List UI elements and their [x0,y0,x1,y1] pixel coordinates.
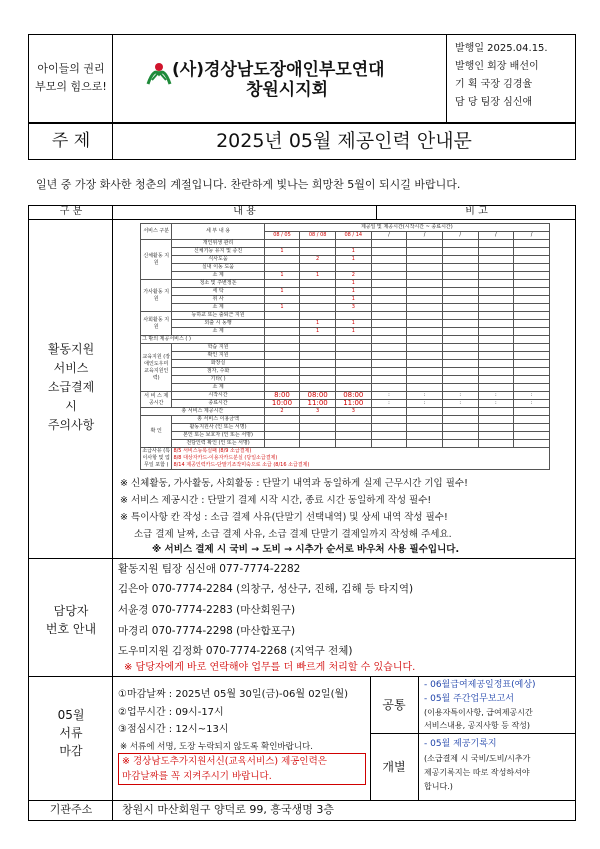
contact-line: 도우미지원 김정화 070-7774-2268 (지역구 전체) [118,645,353,657]
form-reason: 8/14 제공인력카드-단말기조작미숙으로 소급 (8/16 소급결제) [173,462,310,468]
form-row-label: 본인 또는 보호자 (인 또는 서명) [172,432,264,440]
form-other-row: 그 밖의 제공서비스 ( ) [141,336,265,344]
form-row-label: 화장실 [172,360,264,368]
form-time-label: 서 비 스 제공시간 [141,392,172,408]
contact-line: 활동지원 팀장 심신애 077-7774-2282 [118,563,301,575]
deadline-item-3: ③점심시간 : 12시~13시 [118,724,229,735]
form-date: / [514,232,550,240]
deadline-col-divider-a [370,676,371,800]
activity-note-5: ※ 서비스 결제 시 국비 → 도비 → 시추가 순서로 바우처 사용 필수입니다. [152,544,460,555]
deadline-label [30,706,112,760]
contacts-divider [28,676,576,677]
form-date: / [478,232,514,240]
record-form: 서비스 구분 세 부 내 용 제공일 및 제공시간(시작시간 ~ 종료시간) 08 / 05 08 / 08 08 / 14 / / / / / 신체활동 지원 개인위생 관리 신체기능 유지 및 증진 1 1 식사도움 2 1 실내 이동 도움 소 계 1 1 2 가사활동 지원 청소 및 주변정돈 1 세 탁 1 1 취 사 1 소 계 1 3 사회활동 지원 등하교 또는 출퇴근 지원 외출 시 동행 1 1 소 계 1 1 그 밖의 제공서비스 ( ) 교육지원 (장애인도우미 교육지원인력) 학습 지원 확인 지원 화장실 점자, 수화 기타( ) 소 계 서 비 스 제공시간 시작시간 8:00 08:00 08:00 : : : : : 종료시간 10:00 11:00 11:00 : : : : : 총 서비스 제공시간 2 3 3 확 인 총 서비스 이용금액 활동지원사 (인 또는 서명) 본인 또는 보호자 (인 또는 서명) 전담인력 확인 (인 또는 서명) 소급사유 (특이사항 및 업무일 포함 ) 8/5 서비스등록실패 (8/9 소급결제) 8/8 대상자카드-이용자카드분실 (당일소급결제) 8/14 제공인력카드-단말기조작미숙으로 소급 (8/16 소급결제) [140,223,550,470]
head-category: 구 분 [59,206,83,217]
deadline-note-1: ※ 서류에 서명, 도장 누락되지 않도록 확인바랍니다. [120,742,313,752]
deadline-item-1: ①마감날짜 : 2025년 05월 30일(금)-06월 02일(월) [118,689,349,700]
form-total: 3 [300,408,336,416]
form-date: 08 / 05 [264,232,300,240]
form-social-label: 사회활동 지원 [141,312,172,336]
form-confirm-label: 확 인 [141,416,172,448]
activity-note-1: ※ 신체활동, 가사활동, 사회활동 : 단말기 내역과 동일하게 실제 근무시간 기입 필수! [120,478,468,489]
org-logo-icon [144,58,174,88]
form-row-label: 실내 이동 도움 [172,264,264,272]
main-col-divider [112,205,113,821]
activity-label-line: 소급결제 [47,380,95,394]
form-row-label: 학습 지원 [172,344,264,352]
form-row-label: 전담인력 확인 (인 또는 서명) [172,440,264,448]
activity-label-line: 주의사항 [47,418,95,432]
contacts-label-line1: 담당자 [53,604,89,618]
form-household-label: 가사활동 지원 [141,280,172,312]
deadline-label-line: 서류 [59,726,83,740]
activity-label-line: 서비스 [53,361,89,375]
common-item-1: - 06월급여제공일정표(예상) [424,680,536,690]
form-reason: 8/5 서비스등록실패 (8/9 소급결제) [173,448,252,454]
issue-date: 발행일 2025.04.15. [455,43,548,54]
form-date: 08 / 08 [300,232,336,240]
form-start-time: 8:00 [264,392,300,400]
subject-divider [112,122,113,160]
activity-note-3: ※ 특이사항 칸 작성 : 소급 결제 사유(단말기 선택내역) 및 상세 내역 작성 필수! [120,512,448,523]
individual-label: 개별 [382,760,406,774]
org-name-line1: (사)경상남도장애인부모연대 [172,60,385,80]
common-item-2-detail-a: (이용자특이사항, 급여제공시간 [424,708,533,717]
form-row-label: 소 계 [172,328,264,336]
form-content-head: 세 부 내 용 [172,224,264,240]
manager: 담 당 팀장 심신애 [455,97,533,108]
header-divider-right [446,34,447,124]
activity-note-2: ※ 서비스 제공시간 : 단말기 결제 시작 시간, 종료 시간 동일하게 작성 필수! [120,495,432,506]
contacts-note: ※ 담당자에게 바로 연락해야 업무를 더 빠르게 처리할 수 있습니다. [124,662,416,673]
form-end-time: 10:00 [264,400,300,408]
form-reason-label: 소급사유 (특이사항 및 업무일 포함 ) [142,448,171,468]
form-row-label: 확인 지원 [172,352,264,360]
form-reason: 8/8 대상자카드-이용자카드분실 (당일소급결제) [173,455,278,461]
deadline-label-line: 마감 [59,744,83,758]
slogan-line1: 아이들의 권리 [37,62,105,75]
form-row-label: 외출 시 동행 [172,320,264,328]
common-item-2: - 05월 주간업무보고서 [424,694,514,704]
contact-line: 김은아 070-7774-2284 (의창구, 성산구, 진해, 김해 등 타지역) [118,583,414,595]
individual-item-1-detail-a: (소급결제 시 국비/도비/시추가 [424,754,531,763]
activity-divider [28,558,576,559]
head-remarks: 비 고 [465,206,488,217]
form-start-time: 08:00 [335,392,371,400]
form-row-label: 활동지원사 (인 또는 서명) [172,424,264,432]
form-row-label: 소 계 [172,304,264,312]
activity-label-line: 시 [65,399,77,413]
form-period-head: 제공일 및 제공시간(시작시간 ~ 종료시간) [264,224,549,232]
form-service-head: 서비스 구분 [141,224,172,240]
deadline-divider [28,800,576,801]
subject-title: 2025년 05월 제공인력 안내문 [216,130,472,152]
deadline-note-2a: ※ 경상남도추가지원서신(교육서비스) 제공인력은 [122,756,327,767]
form-start-time: 08:00 [300,392,336,400]
form-row-label: 기타( ) [172,376,264,384]
form-row-label: 청소 및 주변정돈 [172,280,264,288]
form-edu-label: 교육지원 (장애인도우미 교육지원인력) [141,344,172,392]
form-end-label: 종료시간 [172,400,264,408]
deadline-col-divider-b [418,676,419,800]
deadline-row-divider [370,733,576,734]
planner: 기 획 국장 김경율 [455,79,533,90]
form-row-label: 취 사 [172,296,264,304]
publisher: 발행인 회장 배선이 [455,61,539,72]
activity-label-line: 활동지원 [47,342,95,356]
common-label: 공통 [382,698,406,712]
head-divider [28,219,576,220]
form-row-label: 등하교 또는 출퇴근 지원 [172,312,264,320]
greeting: 일년 중 가장 화사한 청춘의 계절입니다. 찬란하게 빛나는 희망찬 5월이 되시길 바랍니다. [36,178,461,191]
form-end-time: 11:00 [335,400,371,408]
form-row-label: 식사도움 [172,256,264,264]
deadline-label-line: 05월 [57,708,85,722]
form-row-label: 신체기능 유지 및 증진 [172,248,264,256]
form-start-label: 시작시간 [172,392,264,400]
subject-label: 주 제 [51,131,91,151]
form-row-label: 점자, 수화 [172,368,264,376]
address-value: 창원시 마산회원구 양덕로 99, 흥국생명 3층 [122,803,334,816]
slogan-line2: 부모의 힘으로! [35,80,107,93]
form-date: 08 / 14 [335,232,371,240]
form-total: 2 [264,408,300,416]
form-date: / [407,232,443,240]
common-item-2-detail-b: 서비스내용, 공지사항 등 작성) [424,721,531,730]
contact-line: 서윤경 070-7774-2283 (마산회원구) [118,604,296,616]
form-row-label: 총 서비스 이용금액 [172,416,264,424]
form-total: 3 [335,408,371,416]
form-row-label: 소 계 [172,272,264,280]
deadline-note-2b: 마감날짜를 꼭 지켜주시기 바랍니다. [122,771,272,782]
header-divider-left [112,34,113,124]
individual-item-1-detail-c: 합니다.) [424,782,453,791]
activity-label [30,340,112,435]
form-end-time: 11:00 [300,400,336,408]
individual-item-1-detail-b: 제공기록지는 따로 작성하셔야 [424,768,530,777]
org-name-line2: 창원시지회 [245,80,329,100]
contacts-label-line2: 번호 안내 [45,622,97,636]
form-date: / [371,232,407,240]
deadline-item-2: ②업무시간 : 09시-17시 [118,707,224,718]
form-total-label: 총 서비스 제공시간 [141,408,265,416]
contact-line: 마경리 070-7774-2298 (마산합포구) [118,625,296,637]
head-content: 내 용 [233,206,256,217]
individual-item-1: - 05월 제공기록지 [424,739,497,749]
form-row-label: 개인위생 관리 [172,240,264,248]
address-label: 기관주소 [49,803,93,816]
form-row-label: 세 탁 [172,288,264,296]
form-date: / [442,232,478,240]
activity-note-4: 소급 결제 날짜, 소급 결제 사유, 소급 결제 단말기 결제일까지 작성해 주세요. [134,529,452,540]
form-physical-label: 신체활동 지원 [141,240,172,280]
form-row-label: 소 계 [172,384,264,392]
